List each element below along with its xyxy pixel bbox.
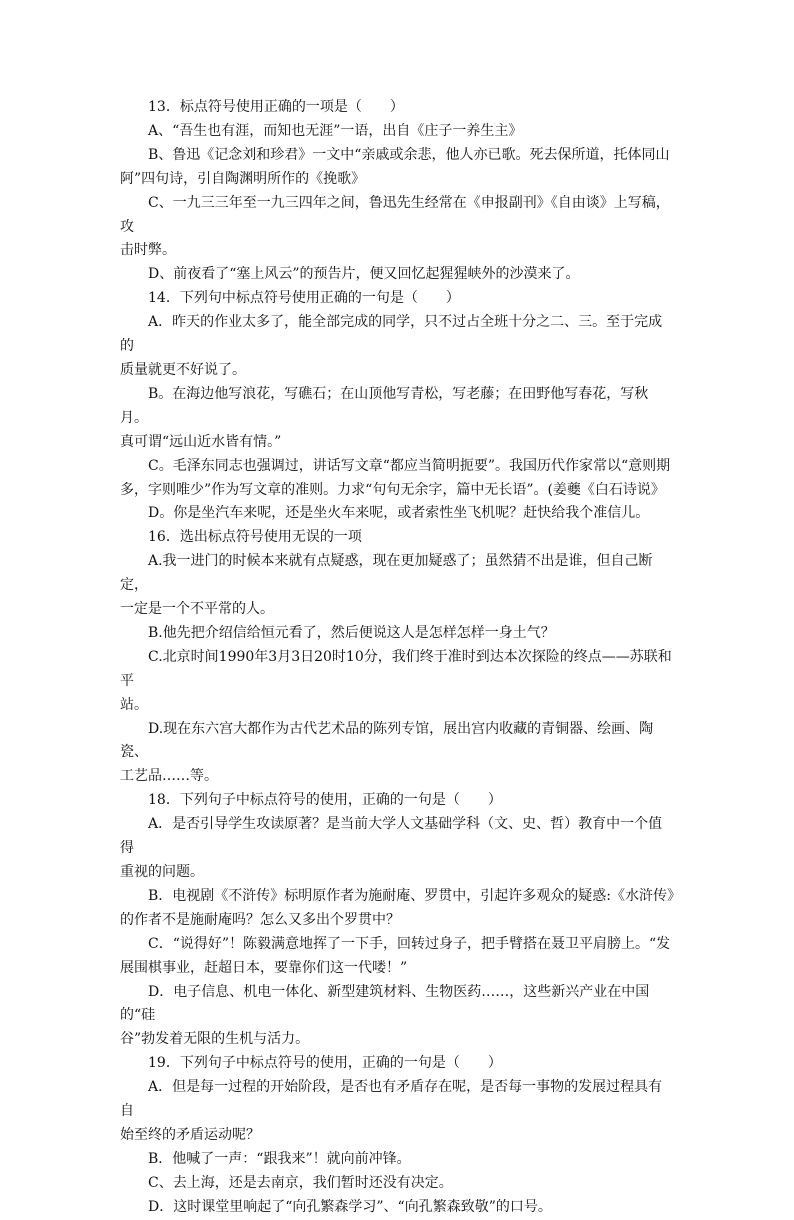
option-d-line-1: D、前夜看了“塞上风云”的预告片，便又回忆起猩猩峡外的沙漠来了。: [148, 266, 580, 283]
option-a-line-1: A．昨天的作业太多了，能全部完成的同学，只不过占全班十分之二、三。至于完成的: [120, 314, 663, 355]
option-d-line-1: D．这时课堂里响起了“向孔繁森学习”、“向孔繁森致敬”的口号。: [148, 1198, 552, 1215]
option-b-line-2: 真可谓“远山近水皆有情。”: [120, 433, 282, 450]
question-19: [120, 1052, 676, 1219]
option-c-line-2: 击时弊。: [120, 242, 176, 259]
option-a-line-2: 重视的问题。: [120, 864, 204, 880]
option-d-line-1: D．电子信息、机电一体化、新型建筑材料、生物医药……，这些新兴产业在中国的“硅: [120, 983, 650, 1024]
question-16: [120, 526, 676, 789]
question-title: 18．下列句子中标点符号的使用，正确的一句是（ ）: [148, 792, 502, 809]
option-d-line-2: 工艺品……等。: [120, 768, 218, 785]
option-b-line-2: 的作者不是施耐庵吗？怎么又多出个罗贯中？: [120, 911, 400, 928]
document-body: [120, 96, 682, 1220]
option-a-line-1: A．但是每一过程的开始阶段，是否也有矛盾存在呢，是否每一事物的发展过程具有自: [120, 1079, 663, 1120]
option-b-line-1: B.他先把介绍信给恒元看了，然后便说这人是怎样怎样一身土气？: [148, 624, 555, 641]
option-c-line-1: C.北京时间1990年3月3日20时10分，我们终于准时到达本次探险的终点——苏联和平: [120, 648, 672, 689]
option-d-line-2: 谷”勃发着无限的生机与活力。: [120, 1031, 310, 1048]
option-d-line-1: D.现在东六宫大都作为古代艺术品的陈列专馆，展出宫内收藏的青铜器、绘画、陶瓷、: [120, 720, 654, 761]
question-14: [120, 287, 676, 526]
option-b-line-1: B、鲁迅《记念刘和珍君》一文中“亲戚或余悲，他人亦已歌。死去保所道，托体同山: [148, 146, 670, 163]
question-18: [120, 789, 682, 1052]
option-b-line-1: B。在海边他写浪花，写礁石；在山顶他写青松，写老藤；在田野他写春花，写秋月。: [120, 385, 649, 426]
question-title: 14．下列句中标点符号使用正确的一句是（ ）: [148, 290, 460, 307]
option-a-line-2: 一定是一个不平常的人。: [120, 601, 274, 618]
question-title: 13．标点符号使用正确的一项是（ ）: [148, 99, 404, 115]
option-a-line-1: A.我一进门的时候本来就有点疑惑，现在更加疑惑了；虽然猜不出是谁，但自己断定，: [120, 553, 653, 594]
option-c-line-2: 站。: [120, 696, 148, 713]
option-b-line-2: 阿”四句诗，引自陶渊明所作的《挽歌》: [120, 170, 366, 187]
option-c-line-1: C、去上海，还是去南京，我们暂时还没有决定。: [148, 1174, 453, 1191]
question-title: 16．选出标点符号使用无误的一项: [148, 529, 362, 546]
option-c-line-2: 多，字则唯少”作为写文章的准则。力求“句句无余字，篇中无长语”。(姜夔《白石诗说》: [120, 481, 665, 498]
option-c-line-2: 展围棋事业，赶超日本，要靠你们这一代喽！”: [120, 959, 408, 976]
option-c-line-1: C．“说得好”！陈毅满意地挥了一下手，回转过身子，把手臂搭在聂卫平肩膀上。“发: [148, 935, 671, 952]
question-13: [120, 96, 676, 287]
option-a-line-2: 质量就更不好说了。: [120, 361, 246, 378]
option-a-line-1: A、“吾生也有涯，而知也无涯”一语，出自《庄子一养生主》: [148, 122, 523, 139]
option-b-line-1: B．电视剧《不浒传》标明原作者为施耐庵、罗贯中，引起许多观众的疑惑:《水浒传》: [148, 887, 682, 904]
option-a-line-2: 始至终的矛盾运动呢？: [120, 1126, 260, 1143]
option-c-line-1: C、一九三三年至一九三四年之间，鲁迅先生经常在《申报副刊》《自由谈》上写稿，攻: [120, 194, 670, 235]
option-d-line-1: D。你是坐汽车来呢，还是坐火车来呢，或者索性坐飞机呢？赶快给我个准信儿。: [148, 505, 650, 522]
question-title: 19．下列句子中标点符号的使用，正确的一句是（ ）: [148, 1055, 502, 1072]
option-b-line-1: B．他喊了一声：“跟我来”！就向前冲锋。: [148, 1150, 411, 1167]
option-c-line-1: C。毛泽东同志也强调过，讲话写文章“都应当简明扼要”。我国历代作家常以“意则期: [148, 457, 671, 474]
option-a-line-1: A．是否引导学生攻读原著？是当前大学人文基础学科（文、史、哲）教育中一个值得: [120, 816, 663, 857]
